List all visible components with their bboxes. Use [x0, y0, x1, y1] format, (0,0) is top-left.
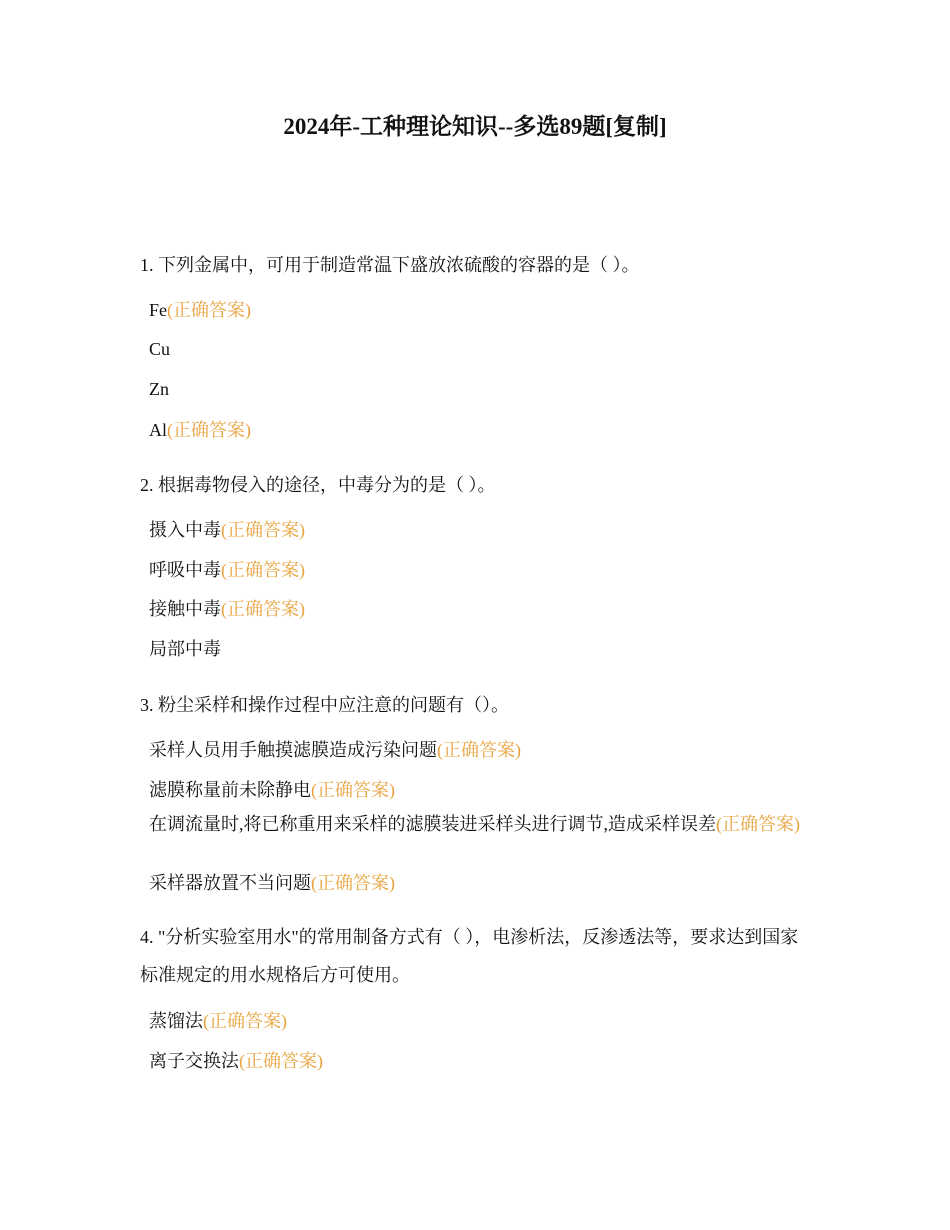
option-3-a: [149, 737, 804, 763]
option-1-b: [149, 336, 804, 362]
question-1: [140, 246, 800, 284]
option-1-a: [149, 297, 804, 323]
option-text: 局部中毒: [149, 639, 221, 659]
correct-answer-mark: (正确答案): [437, 740, 521, 760]
option-text: Al: [149, 420, 167, 440]
option-1-c: [149, 376, 804, 402]
question-text: 根据毒物侵入的途径，中毒分为的是（ ）。: [158, 475, 496, 495]
option-text: 在调流量时,将已称重用来采样的滤膜装进采样头进行调节,造成采样误差: [149, 814, 716, 834]
option-4-a: [149, 1008, 804, 1034]
correct-answer-mark: (正确答案): [203, 1011, 287, 1031]
question-number: 2.: [140, 475, 154, 495]
option-3-d: [149, 870, 804, 896]
option-text: Zn: [149, 379, 169, 399]
option-1-d: [149, 417, 804, 443]
correct-answer-mark: (正确答案): [221, 599, 305, 619]
question-text: 下列金属中，可用于制造常温下盛放浓硫酸的容器的是（ ）。: [158, 255, 640, 275]
question-number: 4.: [140, 927, 154, 947]
correct-answer-mark: (正确答案): [716, 814, 800, 834]
correct-answer-mark: (正确答案): [221, 560, 305, 580]
option-2-a: [149, 517, 804, 543]
correct-answer-mark: (正确答案): [311, 873, 395, 893]
correct-answer-mark: (正确答案): [167, 300, 251, 320]
question-4: [140, 918, 800, 994]
option-text: 呼吸中毒: [149, 560, 221, 580]
option-2-d: [149, 636, 804, 662]
correct-answer-mark: (正确答案): [239, 1051, 323, 1071]
option-4-b: [149, 1048, 804, 1074]
correct-answer-mark: (正确答案): [221, 520, 305, 540]
option-2-b: [149, 557, 804, 583]
option-3-c: [149, 811, 804, 837]
question-number: 1.: [140, 255, 154, 275]
question-number: 3.: [140, 695, 154, 715]
option-text: Fe: [149, 300, 167, 320]
correct-answer-mark: (正确答案): [167, 420, 251, 440]
question-2: [140, 466, 800, 504]
option-text: 蒸馏法: [149, 1011, 203, 1031]
question-text: "分析实验室用水"的常用制备方式有（ ），电渗析法，反渗透法等，要求达到国家标准规定的用水规格后方可使用。: [140, 927, 799, 985]
option-text: 摄入中毒: [149, 520, 221, 540]
option-text: 采样器放置不当问题: [149, 873, 311, 893]
option-text: 离子交换法: [149, 1051, 239, 1071]
option-text: Cu: [149, 339, 171, 359]
correct-answer-mark: (正确答案): [311, 780, 395, 800]
question-3: [140, 686, 800, 724]
option-2-c: [149, 596, 804, 622]
option-text: 滤膜称量前未除静电: [149, 780, 311, 800]
option-text: 接触中毒: [149, 599, 221, 619]
option-3-b: [149, 777, 804, 803]
option-text: 采样人员用手触摸滤膜造成污染问题: [149, 740, 437, 760]
page-title: 2024年-工种理论知识--多选89题[复制]: [283, 114, 667, 139]
question-text: 粉尘采样和操作过程中应注意的问题有（）。: [158, 695, 509, 715]
